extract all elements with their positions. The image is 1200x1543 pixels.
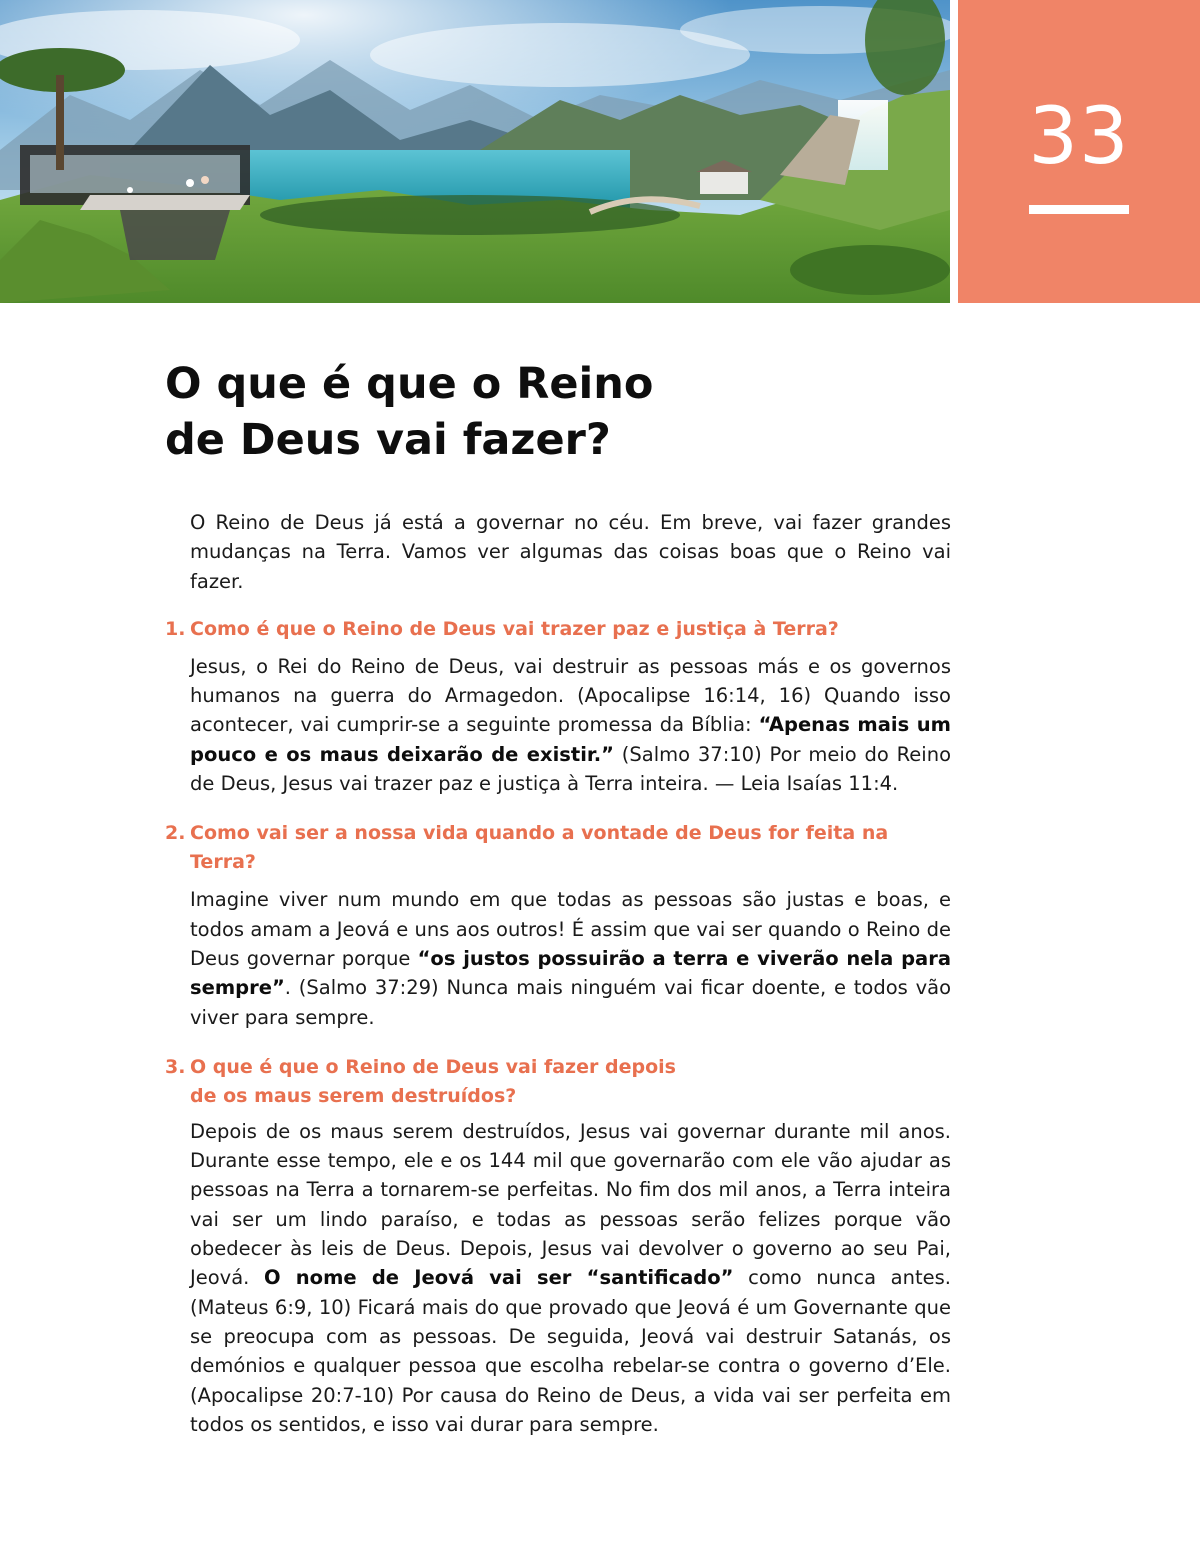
chapter-badge — [958, 0, 1200, 303]
question-1 — [165, 615, 951, 644]
answer-2-text-b: . (Salmo 37:29) Nunca mais ninguém vai ficar doente, e todos vão viver para sempre. — [190, 976, 951, 1029]
page-title-line-1: O que é que o Reino — [165, 359, 654, 409]
banner-image — [0, 0, 950, 303]
question-3 — [165, 1053, 951, 1111]
landscape-illustration — [0, 0, 950, 303]
intro-paragraph: O Reino de Deus já está a governar no céu. Em breve, vai fazer grandes mudanças na Terra. Vamos ver algumas das coisas boas que o Reino vai fazer. — [190, 511, 951, 593]
article-body — [165, 508, 951, 1439]
answer-1-text-a: Jesus, o Rei do Reino de Deus, vai destruir as pessoas más e os governos humanos na guerra do Armagedon. (Apocalipse 16:14, 16) Quando isso acontecer, vai cumprir-se a seguinte promessa da Bíblia: — [190, 654, 951, 737]
chapter-underline — [1029, 205, 1129, 214]
question-1-number: 1. — [165, 617, 186, 640]
answer-3-bold: O nome de Jeová vai ser “santificado” — [264, 1266, 734, 1290]
answer-3 — [190, 1117, 951, 1439]
answer-1-text-b: (Salmo 37:10) Por meio do Reino de Deus, Jesus vai trazer paz e justiça à Terra inteira. — Leia Isaías 11:4. — [190, 742, 951, 796]
answer-1 — [190, 652, 951, 798]
answer-2-bold: “os justos possuirão a terra e viverão nela para sempre” — [190, 946, 951, 1000]
question-3-text-line-1: O que é que o Reino de Deus vai fazer depois — [190, 1055, 676, 1078]
question-2-number: 2. — [165, 822, 186, 845]
answer-2-text-a: Imagine viver num mundo em que todas as pessoas são justas e boas, e todos amam a Jeová e uns aos outros! É assim que vai ser quando o Reino de Deus governar porque — [190, 888, 951, 970]
question-2 — [165, 819, 951, 877]
chapter-number: 33 — [1028, 92, 1130, 182]
question-2-text: Como vai ser a nossa vida quando a vontade de Deus for feita na Terra? — [190, 822, 889, 874]
page-title — [165, 356, 865, 468]
answer-3-text-b: como nunca antes. (Mateus 6:9, 10) Ficará mais do que provado que Jeová é um Governante que se preocupa com as pessoas. De seguida, Jeová vai destruir Satanás, os demónios e qualquer pessoa que escolha rebelar-se contra o governo d’Ele. (Apocalipse 20:7-10) Por causa do Reino de Deus, a vida vai ser perfeita em todos os sentidos, e isso vai durar para sempre. — [190, 1266, 951, 1436]
question-3-number: 3. — [165, 1055, 186, 1078]
page-title-line-2: de Deus vai fazer? — [165, 415, 611, 465]
answer-1-bold: “Apenas mais um pouco e os maus deixarão de existir.” — [190, 713, 951, 766]
question-3-text-line-2: de os maus serem destruídos? — [190, 1084, 517, 1107]
question-1-text: Como é que o Reino de Deus vai trazer paz e justiça à Terra? — [190, 617, 839, 640]
answer-2 — [190, 885, 951, 1031]
answer-3-text-a: Depois de os maus serem destruídos, Jesus vai governar durante mil anos. Durante esse tempo, ele e os 144 mil que governarão com ele vão ajudar as pessoas na Terra a tornarem-se perfeitas. No fim dos mil anos, a Terra inteira vai ser um lindo paraíso, e todas as pessoas serão felizes porque vão obedecer às leis de Deus. Depois, Jesus vai devolver o governo ao seu Pai, Jeová. — [190, 1119, 951, 1290]
